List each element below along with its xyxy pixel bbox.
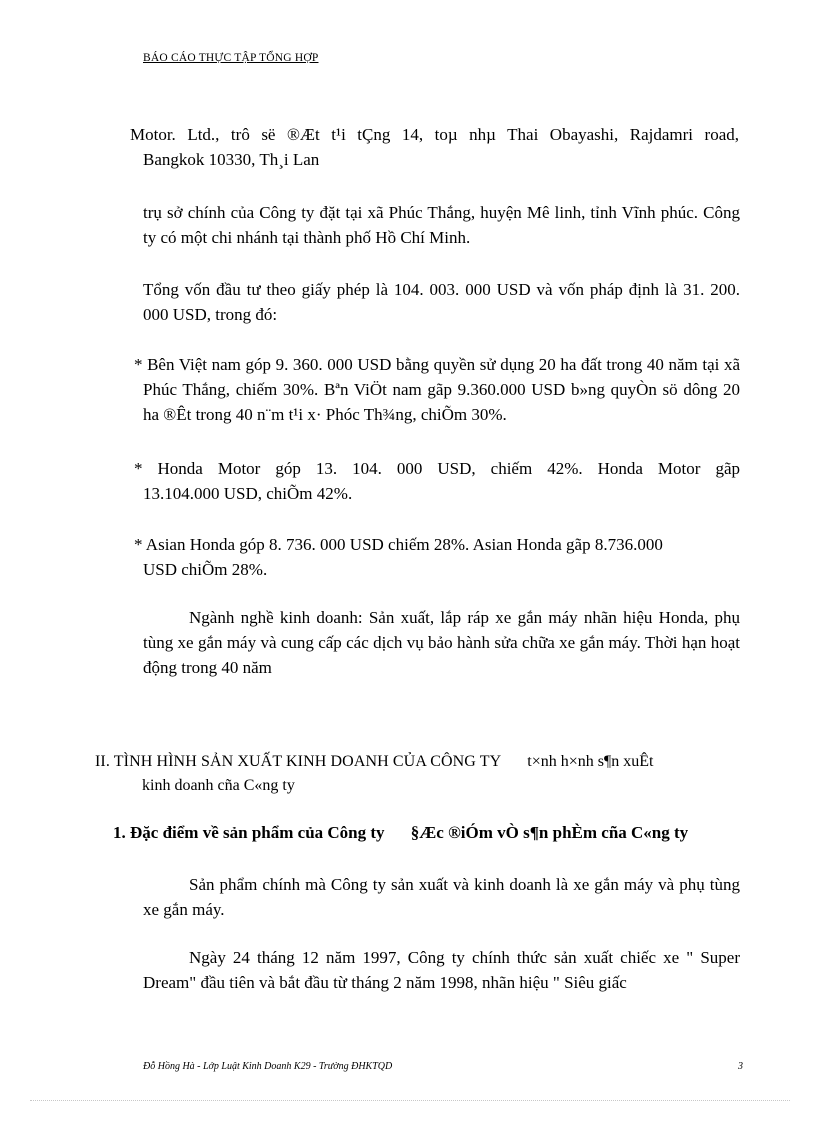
footer-page-number: 3 bbox=[738, 1061, 743, 1072]
section-2-1-title: 1. Đặc điểm về sản phẩm của Công ty bbox=[113, 823, 385, 842]
bullet-vietnam-side bbox=[134, 352, 740, 427]
bullet-honda-motor bbox=[134, 456, 740, 506]
bullet-honda-line-2: 13.104.000 USD, chiÕm 42%. bbox=[143, 484, 353, 503]
footer-author: Đỗ Hồng Hà - Lớp Luật Kinh Doanh K29 - Trường ĐHKTQD bbox=[143, 1061, 393, 1072]
bullet-asian-honda bbox=[134, 532, 740, 582]
bullet-vietnam-text: * Bên Việt nam góp 9. 360. 000 USD bằng quyền sử dụng 20 ha đất trong 40 năm tại xã Phúc Thắng, chiếm 30%. Bªn ViÖt nam gãp 9.360.000 USD b»ng quyÒn sö dông 20 ha ®Êt trong 40 n¨m t¹i x· Phóc Th¾ng, chiÕm 30%. bbox=[134, 355, 740, 424]
paragraph-head-office: trụ sở chính của Công ty đặt tại xã Phúc Thắng, huyện Mê linh, tỉnh Vĩnh phúc. Công ty có một chi nhánh tại thành phố Hồ Chí Minh. bbox=[143, 203, 740, 247]
section-2-1-title-garbled: §Æc ®iÓm vÒ s¶n phÈm cña C«ng ty bbox=[410, 823, 689, 842]
page-header-title: BÁO CÁO THỰC TẬP TỔNG HỢP bbox=[143, 52, 319, 64]
bullet-asian-line-2: USD chiÕm 28%. bbox=[143, 560, 268, 579]
address-line-1: Motor. Ltd., trô së ®Æt t¹i tÇng 14, toµ nhµ Thai Obayashi, Rajdamri road, bbox=[130, 125, 739, 144]
bullet-asian-line-1: * Asian Honda góp 8. 736. 000 USD chiếm 28%. Asian Honda gãp 8.736.000 bbox=[134, 535, 663, 554]
section-2-title-garbled-2: kinh doanh cña C«ng ty bbox=[142, 777, 295, 794]
section-2-title-garbled-1: t×nh h×nh s¶n xuÊt bbox=[527, 753, 654, 770]
bullet-honda-line-1: * Honda Motor góp 13. 104. 000 USD, chiếm 42%. Honda Motor gãp bbox=[134, 459, 740, 478]
page-bottom-divider bbox=[30, 1100, 790, 1101]
paragraph-first-product: Ngày 24 tháng 12 năm 1997, Công ty chính thức sản xuất chiếc xe " Super Dream" đầu tiên và bắt đầu từ tháng 2 năm 1998, nhãn hiệu " Siêu giấc bbox=[143, 948, 740, 992]
paragraph-business-lines: Ngành nghề kinh doanh: Sản xuất, lắp ráp xe gắn máy nhãn hiệu Honda, phụ tùng xe gắn máy và cung cấp các dịch vụ bảo hành sửa chữa xe gắn máy. Thời hạn hoạt động trong 40 năm bbox=[143, 608, 740, 677]
page-footer bbox=[143, 1061, 743, 1072]
paragraph-main-products: Sản phẩm chính mà Công ty sản xuất và kinh doanh là xe gắn máy và phụ tùng xe gắn máy. bbox=[143, 875, 740, 919]
section-2-1-heading bbox=[113, 820, 743, 845]
section-2-title: II. TÌNH HÌNH SẢN XUẤT KINH DOANH CỦA CÔNG TY bbox=[95, 753, 502, 770]
paragraph-address bbox=[130, 122, 739, 172]
paragraph-total-capital: Tổng vốn đầu tư theo giấy phép là 104. 003. 000 USD và vốn pháp định là 31. 200. 000 USD, trong đó: bbox=[143, 280, 740, 324]
address-line-2: Bangkok 10330, Th¸i Lan bbox=[143, 150, 320, 169]
section-2-heading bbox=[95, 750, 740, 798]
